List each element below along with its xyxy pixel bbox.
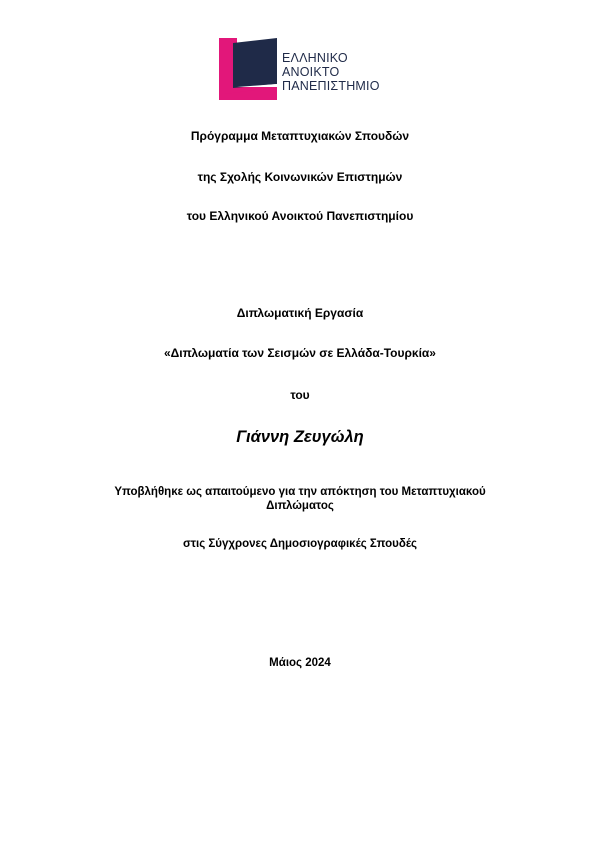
program-line-3: του Ελληνικού Ανοικτού Πανεπιστημίου (186, 209, 414, 223)
submission-date: Μάιος 2024 (269, 657, 331, 669)
thesis-of: του (290, 388, 310, 402)
logo-line-1: ΕΛΛΗΝΙΚΟ (282, 51, 348, 65)
logo-line-2: ΑΝΟΙΚΤΟ (282, 65, 340, 79)
submission-line-1: Υποβλήθηκε ως απαιτούμενο για την απόκτηση του Μεταπτυχιακού (114, 486, 486, 498)
submission-line-2: Διπλώματος (266, 500, 334, 512)
thesis-title: «Διπλωματία των Σεισμών σε Ελλάδα-Τουρκία» (164, 346, 436, 360)
submission-field: στις Σύγχρονες Δημοσιογραφικές Σπουδές (183, 538, 417, 550)
program-line-1: Πρόγραμμα Μεταπτυχιακών Σπουδών (190, 129, 410, 143)
logo-wordmark (282, 51, 380, 93)
eap-logo-icon (219, 38, 277, 100)
logo-line-3: ΠΑΝΕΠΙΣΤΗΜΙΟ (282, 79, 380, 93)
thesis-label: Διπλωματική Εργασία (236, 306, 364, 320)
university-logo (219, 38, 389, 102)
program-line-2: της Σχολής Κοινωνικών Επιστημών (197, 170, 403, 184)
author-name: Γιάννη Ζευγώλη (236, 428, 364, 446)
